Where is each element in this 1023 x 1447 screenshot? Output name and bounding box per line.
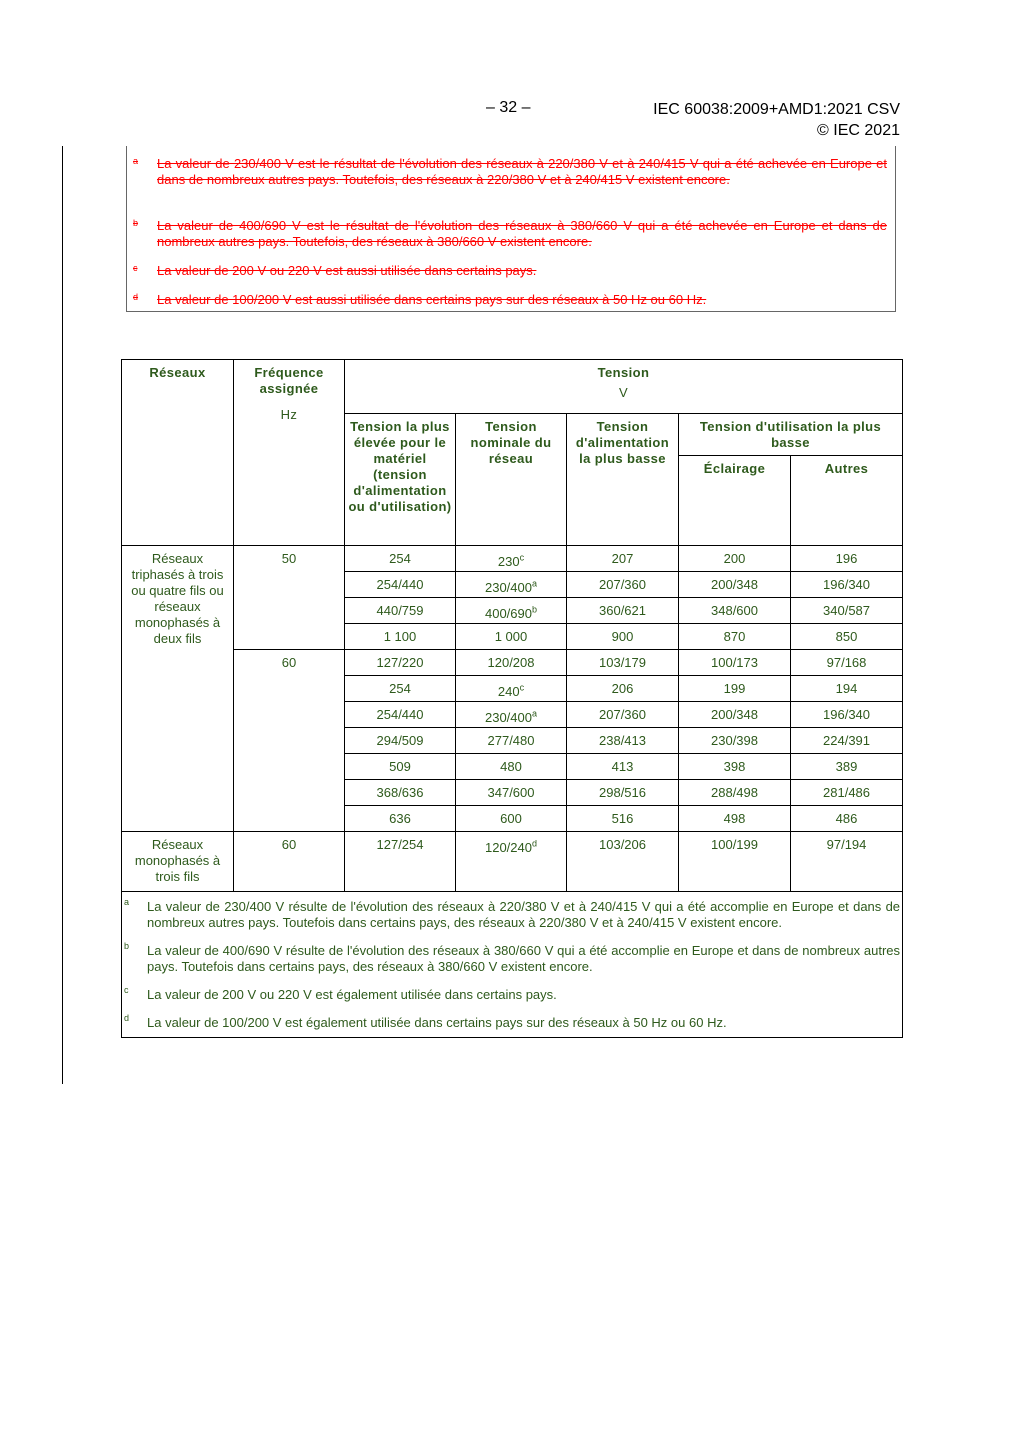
nominal-voltage-cell (456, 676, 567, 702)
deleted-note-text: La valeur de 400/690 V est le résultat de l'évolution des réseaux à 380/660 V qui a été achevée en Europe et dans de nombreux autres pays. Toutefois, des réseaux à 380/660 V existent encore. (157, 218, 887, 249)
min-supply-voltage-cell: 207/360 (567, 702, 679, 728)
nominal-voltage-cell (456, 624, 567, 650)
max-voltage-cell: 127/220 (345, 650, 456, 676)
footnote-marker: a (133, 156, 139, 166)
footnote-d (124, 1015, 900, 1031)
header-nominale: Tension nominale du réseau (456, 414, 567, 546)
footnote-text: La valeur de 230/400 V résulte de l'évolution des réseaux à 220/380 V et à 240/415 V qui a été accomplie en Europe et dans de nombreux autres pays. Toutefois dans certains pays, des réseaux à 220/380 V et à 240/415 V existent encore. (147, 899, 901, 930)
footnote-marker: c (124, 985, 129, 995)
lighting-voltage-cell: 230/398 (679, 728, 791, 754)
header-utilisation: Tension d'utilisation la plus basse (679, 414, 903, 456)
nominal-voltage-cell (456, 806, 567, 832)
nominal-voltage-value: 230/400 (484, 580, 532, 595)
header-row (122, 360, 903, 414)
lighting-voltage-cell: 100/199 (679, 832, 791, 892)
lighting-voltage-cell: 200/348 (679, 702, 791, 728)
table-row (122, 832, 903, 892)
lighting-voltage-cell: 398 (679, 754, 791, 780)
deleted-note-text: La valeur de 200 V ou 220 V est aussi utilisée dans certains pays. (157, 263, 537, 278)
lighting-voltage-cell: 288/498 (679, 780, 791, 806)
other-voltage-cell: 340/587 (791, 598, 903, 624)
min-supply-voltage-cell: 207 (567, 546, 679, 572)
min-supply-voltage-cell: 206 (567, 676, 679, 702)
nominal-voltage-value: 230 (497, 554, 520, 569)
footnote-marker: d (124, 1013, 130, 1023)
other-voltage-cell: 97/168 (791, 650, 903, 676)
footnote-marker: b (133, 218, 139, 228)
header-frequence-label: Fréquence assignée (254, 365, 324, 396)
min-supply-voltage-cell: 103/206 (567, 832, 679, 892)
footnote-reference: d (531, 838, 537, 849)
nominal-voltage-cell (456, 754, 567, 780)
footnote-text: La valeur de 400/690 V résulte de l'évolution des réseaux à 380/660 V qui a été accomplie en Europe et dans de nombreux autres pays. Toutefois dans certains pays, des réseaux à 380/660 V existent encore. (147, 943, 901, 974)
nominal-voltage-value: 1 000 (494, 629, 528, 644)
min-supply-voltage-cell: 900 (567, 624, 679, 650)
page-number: – 32 – (486, 99, 531, 116)
footnote-reference: a (531, 708, 537, 719)
nominal-voltage-cell (456, 780, 567, 806)
footnote-a (124, 899, 900, 931)
footnotes-row (122, 892, 903, 1038)
voltage-table (121, 359, 903, 1038)
footnote-reference: c (519, 552, 525, 563)
nominal-voltage-value: 480 (500, 759, 522, 774)
standard-reference: IEC 60038:2009+AMD1:2021 CSV (653, 101, 900, 118)
table-row (122, 650, 903, 676)
frequency-cell: 50 (234, 546, 345, 650)
header-eclairage: Éclairage (679, 456, 791, 546)
min-supply-voltage-cell: 298/516 (567, 780, 679, 806)
max-voltage-cell: 368/636 (345, 780, 456, 806)
other-voltage-cell: 196 (791, 546, 903, 572)
network-type-cell: Réseaux monophasés à trois fils (122, 832, 234, 892)
footnote-reference: c (519, 682, 525, 693)
deleted-note-b (133, 218, 887, 250)
nominal-voltage-value: 347/600 (487, 785, 535, 800)
header-alimentation: Tension d'alimentation la plus basse (567, 414, 679, 546)
header-frequence-unit: Hz (280, 407, 298, 422)
max-voltage-cell: 254/440 (345, 572, 456, 598)
header-tension (345, 360, 903, 414)
other-voltage-cell: 389 (791, 754, 903, 780)
other-voltage-cell: 224/391 (791, 728, 903, 754)
nominal-voltage-cell (456, 546, 567, 572)
lighting-voltage-cell: 100/173 (679, 650, 791, 676)
footnote-text: La valeur de 100/200 V est également utilisée dans certains pays sur des réseaux à 50 Hz ou 60 Hz. (147, 1015, 727, 1030)
frequency-cell: 60 (234, 832, 345, 892)
max-voltage-cell: 254/440 (345, 702, 456, 728)
nominal-voltage-value: 240 (497, 684, 520, 699)
other-voltage-cell: 196/340 (791, 572, 903, 598)
max-voltage-cell: 254 (345, 546, 456, 572)
header-tension-unit: V (618, 385, 629, 400)
lighting-voltage-cell: 498 (679, 806, 791, 832)
footnotes-cell (122, 892, 903, 1038)
lighting-voltage-cell: 870 (679, 624, 791, 650)
header-frequence (234, 360, 345, 546)
max-voltage-cell: 440/759 (345, 598, 456, 624)
max-voltage-cell: 509 (345, 754, 456, 780)
other-voltage-cell: 486 (791, 806, 903, 832)
header-autres: Autres (791, 456, 903, 546)
min-supply-voltage-cell: 413 (567, 754, 679, 780)
min-supply-voltage-cell: 207/360 (567, 572, 679, 598)
footnote-marker: c (133, 263, 138, 273)
footnote-c (124, 987, 900, 1003)
nominal-voltage-value: 400/690 (484, 606, 532, 621)
nominal-voltage-cell (456, 832, 567, 892)
other-voltage-cell: 196/340 (791, 702, 903, 728)
nominal-voltage-cell (456, 598, 567, 624)
footnote-b (124, 943, 900, 975)
max-voltage-cell: 254 (345, 676, 456, 702)
nominal-voltage-value: 230/400 (484, 710, 532, 725)
lighting-voltage-cell: 348/600 (679, 598, 791, 624)
lighting-voltage-cell: 200 (679, 546, 791, 572)
deleted-note-text: La valeur de 100/200 V est aussi utilisée dans certains pays sur des réseaux à 50 Hz ou 60 Hz. (157, 292, 707, 307)
nominal-voltage-cell (456, 650, 567, 676)
min-supply-voltage-cell: 516 (567, 806, 679, 832)
nominal-voltage-cell (456, 728, 567, 754)
max-voltage-cell: 1 100 (345, 624, 456, 650)
nominal-voltage-cell (456, 702, 567, 728)
document-identifier (653, 99, 900, 141)
min-supply-voltage-cell: 103/179 (567, 650, 679, 676)
change-bar (62, 146, 63, 1084)
header-tension-label: Tension (597, 365, 650, 380)
max-voltage-cell: 636 (345, 806, 456, 832)
footnote-marker: b (124, 941, 130, 951)
max-voltage-cell: 294/509 (345, 728, 456, 754)
lighting-voltage-cell: 199 (679, 676, 791, 702)
frequency-cell: 60 (234, 650, 345, 832)
deleted-note-a (133, 156, 887, 188)
footnote-reference: b (531, 604, 537, 615)
table-row (122, 546, 903, 572)
nominal-voltage-cell (456, 572, 567, 598)
lighting-voltage-cell: 200/348 (679, 572, 791, 598)
deleted-note-c (133, 263, 887, 279)
footnote-text: La valeur de 200 V ou 220 V est également utilisée dans certains pays. (147, 987, 557, 1002)
deleted-footnotes-box (126, 146, 896, 312)
copyright-notice: © IEC 2021 (817, 122, 900, 139)
other-voltage-cell: 281/486 (791, 780, 903, 806)
nominal-voltage-value: 120/208 (487, 655, 535, 670)
header-plus-elevee: Tension la plus élevée pour le matériel (tension d'alimentation ou d'utilisation) (345, 414, 456, 546)
nominal-voltage-value: 600 (500, 811, 522, 826)
nominal-voltage-value: 277/480 (487, 733, 535, 748)
min-supply-voltage-cell: 360/621 (567, 598, 679, 624)
other-voltage-cell: 97/194 (791, 832, 903, 892)
nominal-voltage-value: 120/240 (484, 840, 532, 855)
deleted-note-text: La valeur de 230/400 V est le résultat de l'évolution des réseaux à 220/380 V et à 240/415 V qui a été achevée en Europe et dans de nombreux autres pays. Toutefois, des réseaux à 220/380 V et à 240/415 V existent encore. (157, 156, 887, 187)
deleted-note-d (133, 292, 887, 308)
min-supply-voltage-cell: 238/413 (567, 728, 679, 754)
footnote-marker: a (124, 897, 130, 907)
network-type-cell: Réseaux triphasés à trois ou quatre fils ou réseaux monophasés à deux fils (122, 546, 234, 832)
footnote-marker: d (133, 292, 139, 302)
max-voltage-cell: 127/254 (345, 832, 456, 892)
header-reseaux: Réseaux (122, 360, 234, 546)
other-voltage-cell: 194 (791, 676, 903, 702)
other-voltage-cell: 850 (791, 624, 903, 650)
footnote-reference: a (531, 578, 537, 589)
